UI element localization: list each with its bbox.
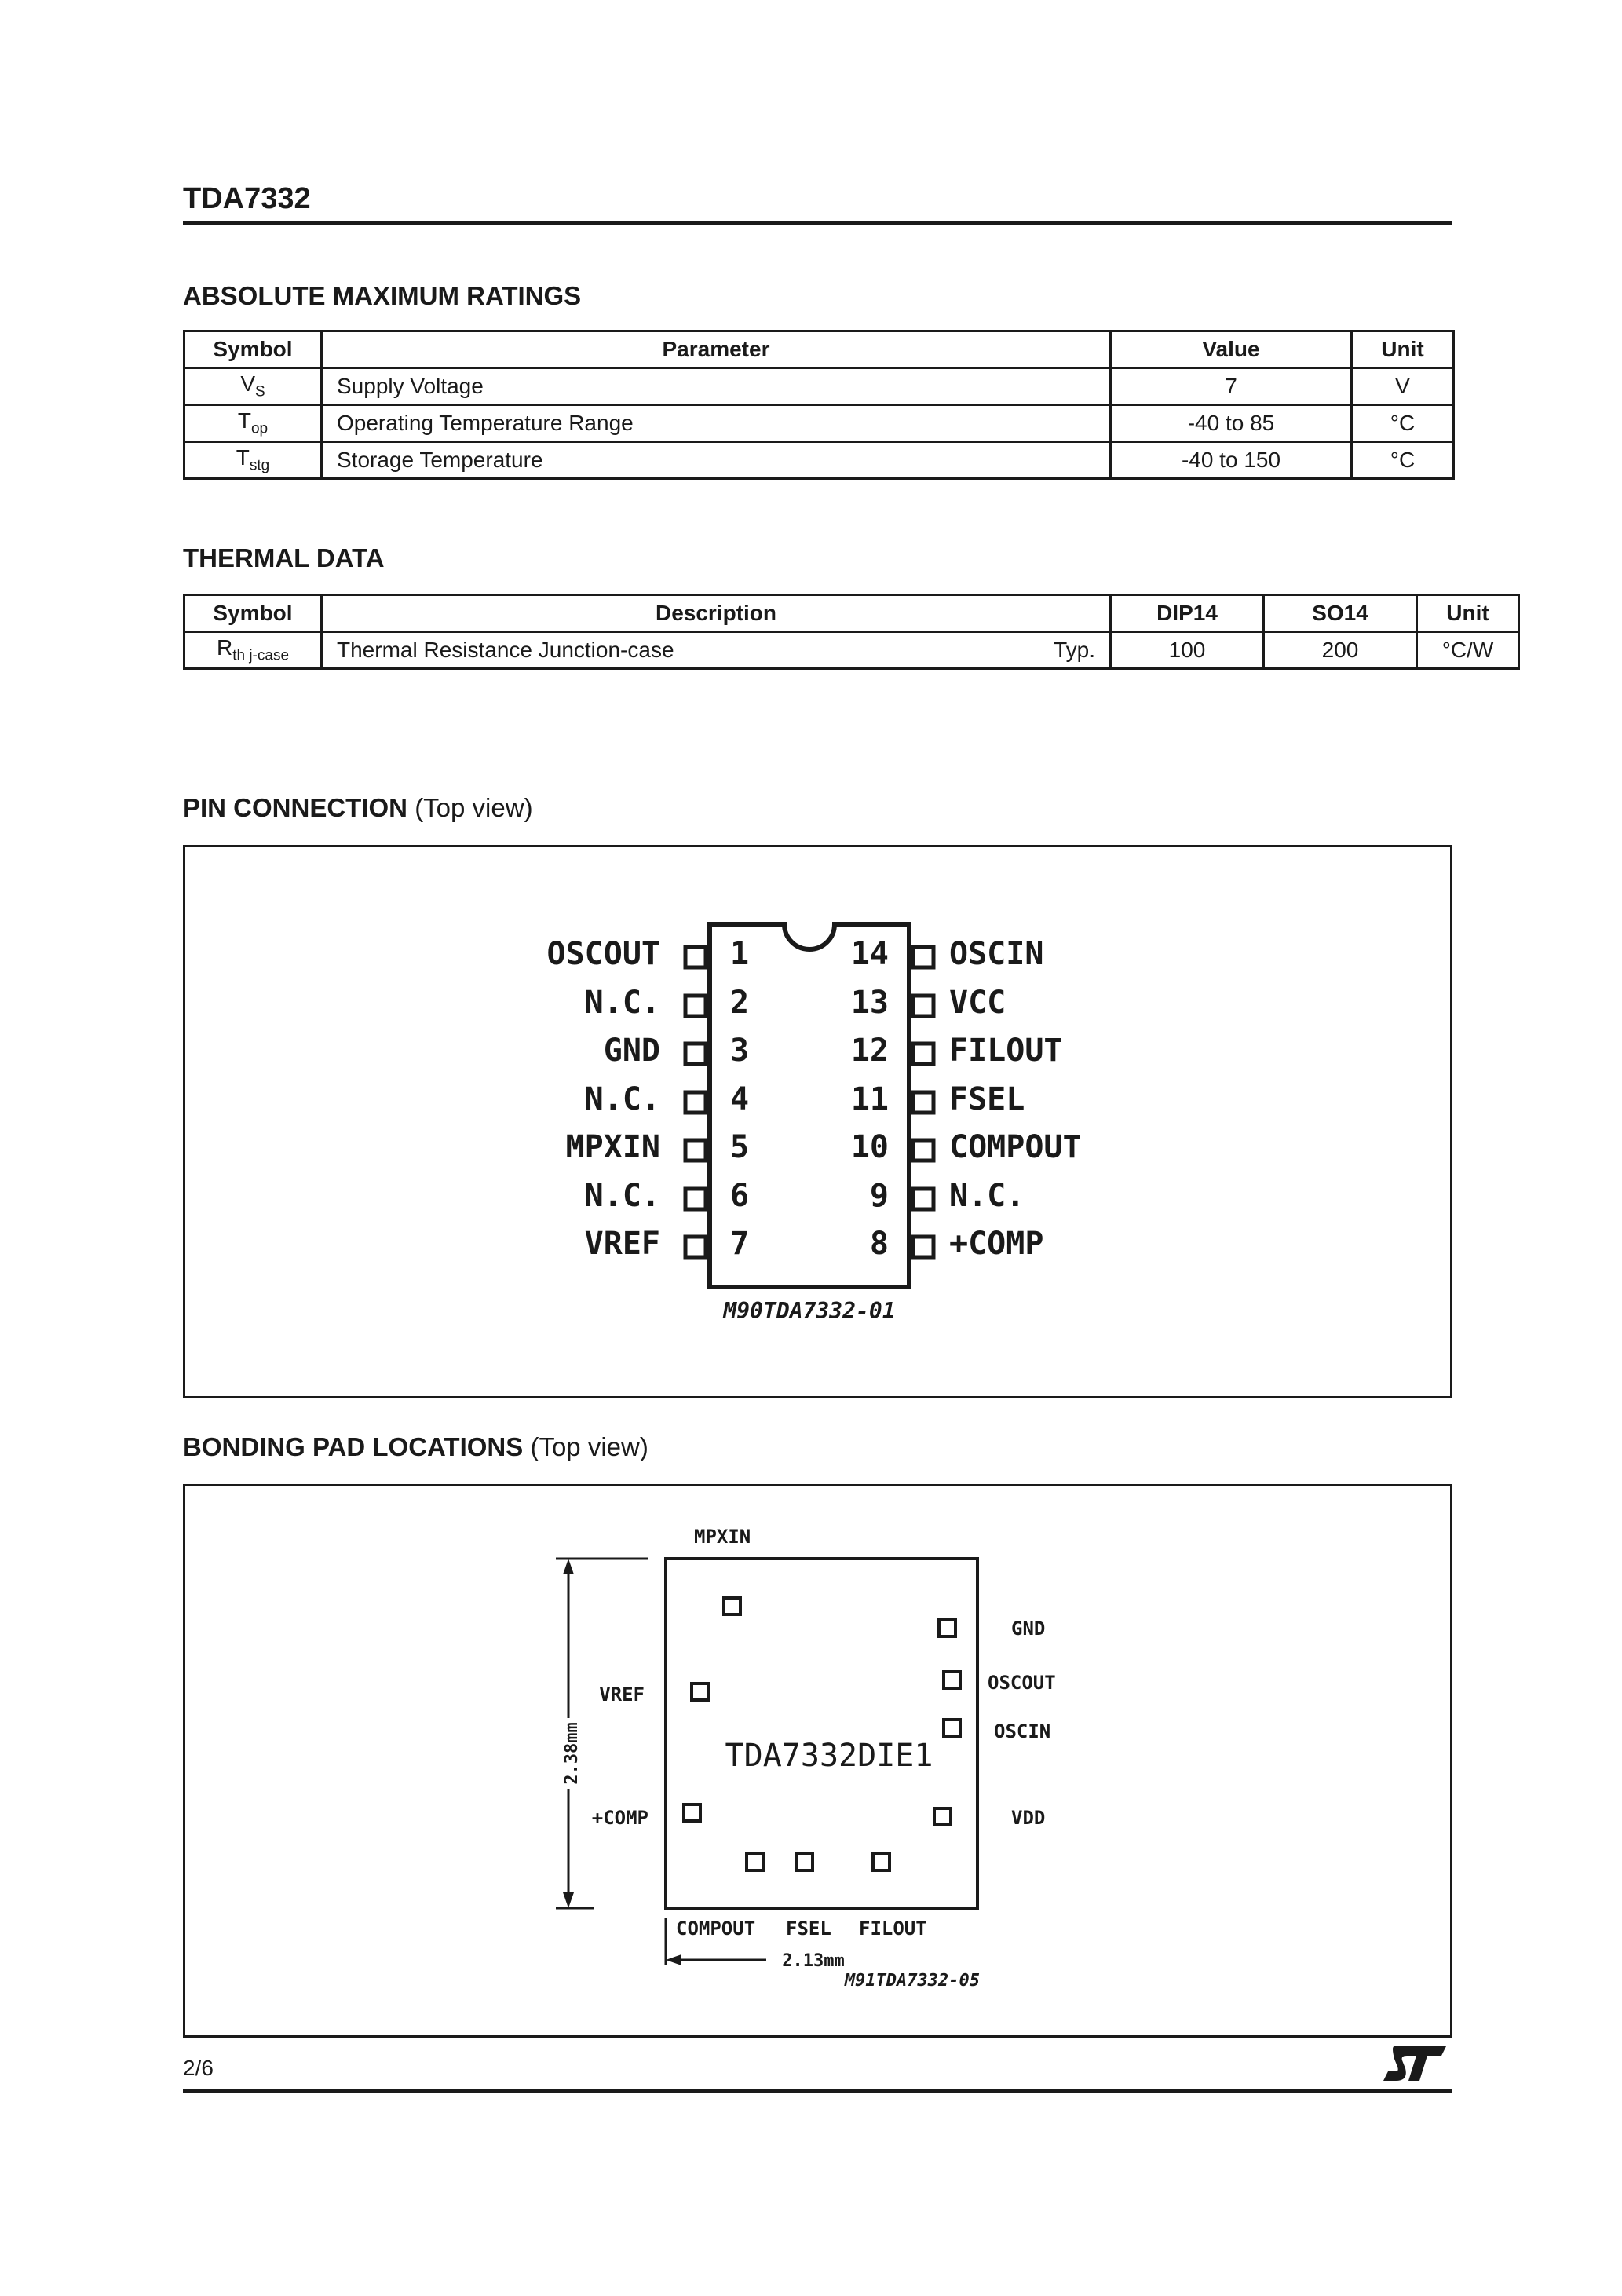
bonding-diagram bbox=[185, 1486, 1450, 2035]
pin-name-left-3: GND bbox=[603, 1033, 660, 1069]
height-dimension-label: 2.38mm bbox=[562, 1722, 582, 1785]
description-cell: Thermal Resistance Junction-case Typ. bbox=[322, 632, 1111, 669]
pad-filout bbox=[873, 1854, 890, 1870]
pin-name-left-1: OSCOUT bbox=[546, 936, 660, 972]
col-header: Unit bbox=[1352, 331, 1454, 368]
pin-pad-right-13 bbox=[913, 996, 933, 1016]
pin-name-right-14: OSCIN bbox=[949, 936, 1044, 972]
so14-cell: 200 bbox=[1264, 632, 1417, 669]
pad-vdd bbox=[934, 1808, 951, 1825]
pin-number-left-6: 6 bbox=[730, 1178, 750, 1214]
parameter-cell: Supply Voltage bbox=[322, 368, 1111, 405]
pin-pad-left-5 bbox=[685, 1140, 706, 1161]
label-gnd: GND bbox=[1011, 1618, 1046, 1640]
table-row bbox=[184, 405, 1454, 442]
pin-number-left-1: 1 bbox=[730, 936, 750, 972]
table-row bbox=[184, 442, 1454, 479]
label-compout: COMPOUT bbox=[676, 1918, 756, 1940]
footer-rule bbox=[183, 2089, 1452, 2093]
pad-comp bbox=[684, 1804, 700, 1821]
label-oscout: OSCOUT bbox=[988, 1672, 1056, 1694]
col-header: Unit bbox=[1417, 595, 1519, 632]
table-row bbox=[184, 632, 1519, 669]
label-oscin: OSCIN bbox=[994, 1720, 1051, 1742]
pin-number-right-8: 8 bbox=[869, 1226, 889, 1262]
pad-compout bbox=[747, 1854, 763, 1870]
pin-pad-left-4 bbox=[685, 1092, 706, 1113]
typ-label: Typ. bbox=[1054, 638, 1095, 662]
pin-number-right-10: 10 bbox=[850, 1129, 889, 1165]
document-part-number: TDA7332 bbox=[183, 182, 311, 215]
symbol-cell: $R_{th j-case}$ bbox=[184, 632, 322, 669]
pin-pad-right-9 bbox=[913, 1189, 933, 1209]
pin-number-right-12: 12 bbox=[850, 1033, 889, 1069]
figure-code: M90TDA7332-01 bbox=[723, 1298, 896, 1324]
thermal-table bbox=[183, 594, 1520, 670]
thermal-title: THERMAL DATA bbox=[183, 543, 385, 572]
pin-connection-title: PIN CONNECTION (Top view) bbox=[183, 793, 533, 822]
figure-code: M91TDA7332-05 bbox=[844, 1971, 980, 1991]
label-vref: VREF bbox=[599, 1684, 645, 1706]
page-number: 2/6 bbox=[183, 2056, 214, 2080]
pad-oscout bbox=[944, 1672, 960, 1688]
pad-mpxin bbox=[724, 1598, 740, 1614]
pin-pad-right-8 bbox=[913, 1237, 933, 1257]
pin-pad-left-3 bbox=[685, 1044, 706, 1064]
pin-number-right-14: 14 bbox=[850, 936, 889, 972]
table-header-row bbox=[184, 595, 1519, 632]
pin-pad-left-6 bbox=[685, 1189, 706, 1209]
col-header: DIP14 bbox=[1111, 595, 1264, 632]
pin-name-right-10: COMPOUT bbox=[949, 1129, 1082, 1165]
pin-pad-left-2 bbox=[685, 996, 706, 1016]
bonding-title: BONDING PAD LOCATIONS (Top view) bbox=[183, 1432, 648, 1461]
value-cell: 7 bbox=[1111, 368, 1352, 405]
symbol-cell: $V_S$ bbox=[184, 368, 322, 405]
unit-cell: V bbox=[1352, 368, 1454, 405]
col-header: SO14 bbox=[1264, 595, 1417, 632]
unit-cell: °C/W bbox=[1417, 632, 1519, 669]
dip14-cell: 100 bbox=[1111, 632, 1264, 669]
pin-number-left-7: 7 bbox=[730, 1226, 750, 1262]
pin-name-left-4: N.C. bbox=[584, 1081, 660, 1117]
pin-connection-frame bbox=[183, 845, 1452, 1398]
die-label: TDA7332DIE1 bbox=[725, 1738, 933, 1774]
pin-name-left-7: VREF bbox=[584, 1226, 660, 1262]
pad-oscin bbox=[944, 1720, 960, 1736]
table-row bbox=[184, 368, 1454, 405]
pin-name-right-12: FILOUT bbox=[949, 1033, 1063, 1069]
parameter-cell: Storage Temperature bbox=[322, 442, 1111, 479]
pin-name-right-13: VCC bbox=[949, 985, 1006, 1021]
value-cell: -40 to 150 bbox=[1111, 442, 1352, 479]
pin-diagram bbox=[185, 847, 1450, 1396]
col-header: Description bbox=[322, 595, 1111, 632]
pin-pad-right-14 bbox=[913, 947, 933, 967]
pin-pad-right-12 bbox=[913, 1044, 933, 1064]
pin-number-left-4: 4 bbox=[730, 1081, 750, 1117]
abs-max-title: ABSOLUTE MAXIMUM RATINGS bbox=[183, 281, 582, 310]
symbol-cell: $T_{stg}$ bbox=[184, 442, 322, 479]
width-dimension-label: 2.13mm bbox=[782, 1951, 845, 1971]
col-header: Value bbox=[1111, 331, 1352, 368]
pin-name-left-5: MPXIN bbox=[565, 1129, 660, 1165]
pin-number-left-5: 5 bbox=[730, 1129, 750, 1165]
col-header: Parameter bbox=[322, 331, 1111, 368]
label-vdd: VDD bbox=[1011, 1807, 1046, 1829]
label-comp: +COMP bbox=[591, 1807, 648, 1829]
unit-cell: °C bbox=[1352, 442, 1454, 479]
pin-number-right-11: 11 bbox=[850, 1081, 889, 1117]
pin-name-right-9: N.C. bbox=[949, 1178, 1025, 1214]
pin-number-right-13: 13 bbox=[850, 985, 889, 1021]
table-header-row bbox=[184, 331, 1454, 368]
abs-max-table bbox=[183, 330, 1455, 480]
pin-number-right-9: 9 bbox=[869, 1178, 889, 1214]
header-rule bbox=[183, 221, 1452, 225]
st-logo-icon bbox=[1383, 2045, 1448, 2084]
pin-pad-left-1 bbox=[685, 947, 706, 967]
symbol-cell: $T_{op}$ bbox=[184, 405, 322, 442]
pin-name-right-8: +COMP bbox=[949, 1226, 1044, 1262]
pad-gnd bbox=[939, 1620, 955, 1636]
pin-name-right-11: FSEL bbox=[949, 1081, 1025, 1117]
label-filout: FILOUT bbox=[859, 1918, 927, 1940]
pin-pad-right-11 bbox=[913, 1092, 933, 1113]
pin-pad-left-7 bbox=[685, 1237, 706, 1257]
pin-number-left-3: 3 bbox=[730, 1033, 750, 1069]
die-outline bbox=[666, 1559, 977, 1908]
pad-fsel bbox=[796, 1854, 813, 1870]
pin-number-left-2: 2 bbox=[730, 985, 750, 1021]
pin-name-left-6: N.C. bbox=[584, 1178, 660, 1214]
unit-cell: °C bbox=[1352, 405, 1454, 442]
pin-name-left-2: N.C. bbox=[584, 985, 660, 1021]
col-header: Symbol bbox=[184, 595, 322, 632]
label-fsel: FSEL bbox=[786, 1918, 831, 1940]
st-logo bbox=[1383, 2045, 1448, 2088]
parameter-cell: Operating Temperature Range bbox=[322, 405, 1111, 442]
label-mpxin: MPXIN bbox=[694, 1526, 751, 1548]
pin-pad-right-10 bbox=[913, 1140, 933, 1161]
pad-vref bbox=[692, 1684, 708, 1700]
bonding-frame bbox=[183, 1484, 1452, 2038]
col-header: Symbol bbox=[184, 331, 322, 368]
value-cell: -40 to 85 bbox=[1111, 405, 1352, 442]
